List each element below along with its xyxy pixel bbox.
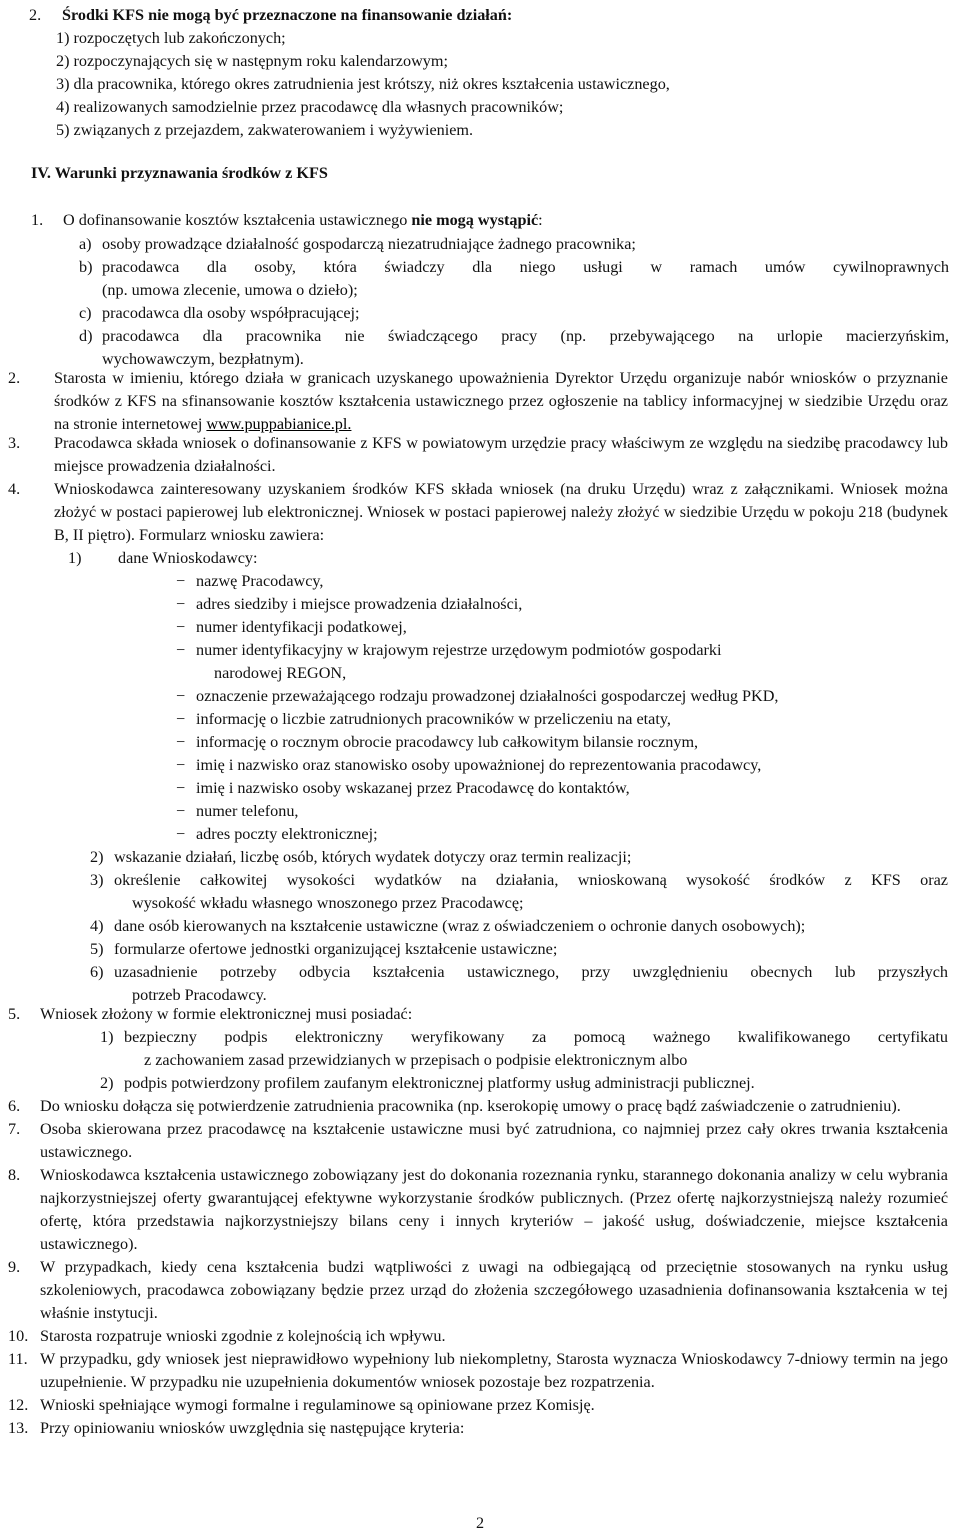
dash-bullet: − <box>176 779 186 797</box>
dash-bullet: − <box>176 756 186 774</box>
point-8 <box>8 1164 948 1256</box>
item-text: osoby prowadzące działalność gospodarczą niezatrudniające żadnego pracownika; <box>102 235 636 253</box>
point-11 <box>8 1348 948 1394</box>
item-text: uzasadnienie potrzeby odbycia kształcenia ustawicznego, przy uwzględnieniu obecnych lub przyszłych <box>114 963 948 981</box>
list-item: 4) realizowanych samodzielnie przez pracodawcę dla własnych pracowników; <box>56 98 564 116</box>
item-text: pracodawca dla osoby współpracującej; <box>102 304 360 322</box>
dash-item <box>176 823 948 846</box>
dash-bullet: − <box>176 641 186 659</box>
item-text: adres siedziby i miejsce prowadzenia działalności, <box>196 595 523 613</box>
point-number: 11. <box>8 1350 28 1368</box>
point-number: 5. <box>8 1005 21 1023</box>
item-text: wskazanie działań, liczbę osób, których wydatek dotyczy oraz termin realizacji; <box>114 848 632 866</box>
item-label: 2) <box>90 848 104 866</box>
application-contents-list <box>8 846 948 1007</box>
list-item: 3) dla pracownika, którego okres zatrudnienia jest krótszy, niż okres kształcenia ustawicznego, <box>56 75 670 93</box>
point-text: Wnioskodawca zainteresowany uzyskaniem środków KFS składa wniosek (na druku Urzędu) wraz z załącznikami. Wniosek można złożyć w postaci papierowej lub elektronicznej. Wniosek w postaci papierowej należy złożyć w siedzibie Urzędu w pokoju 218 (budynek B, II piętro). Formularz wniosku zawiera: <box>54 480 948 544</box>
point-text: Do wniosku dołącza się potwierdzenie zatrudnienia pracownika (np. kserokopię umowy o pracę bądź zaświadczenie o zatrudnieniu). <box>40 1097 901 1115</box>
point-text: : <box>538 211 543 229</box>
item-label: 6) <box>90 963 104 981</box>
list-item <box>79 256 949 279</box>
point-10 <box>8 1325 948 1348</box>
item-text-continued: potrzeb Pracodawcy. <box>132 986 267 1004</box>
point-3 <box>8 432 948 478</box>
point-6 <box>8 1095 948 1118</box>
section-2-list <box>29 27 949 142</box>
points-6-13 <box>8 1095 948 1440</box>
point-number: 3. <box>8 434 21 452</box>
item-text: nazwę Pracodawcy, <box>196 572 324 590</box>
point-text: W przypadkach, kiedy cena kształcenia budzi wątpliwości z uwagi na odbiegającą od przeciętnie stosowanych na rynku usług szkoleniowych, pracodawca zobowiązany będzie przez urząd do złożenia szczegółowego uzasadnienia dofinansowania kształcenia w tej właśnie instytucji. <box>40 1258 948 1322</box>
item-text: dane Wnioskodawcy: <box>118 549 258 567</box>
point-2 <box>8 367 948 436</box>
item-text: dane osób kierowanych na kształcenie ustawiczne (wraz z oświadczeniem o ochronie danych osobowych); <box>114 917 806 935</box>
page-number: 2 <box>475 1514 485 1532</box>
item-label: 5) <box>90 940 104 958</box>
list-item <box>90 846 948 869</box>
list-item <box>100 1072 948 1095</box>
dash-item <box>176 593 948 616</box>
point-4 <box>8 478 948 1007</box>
item-label: d) <box>79 327 93 345</box>
item-text-continued: narodowej REGON, <box>214 664 347 682</box>
dash-item <box>176 570 948 593</box>
point-text: Przy opiniowaniu wniosków uwzględnia się następujące kryteria: <box>40 1419 465 1437</box>
item-label: c) <box>79 304 92 322</box>
point-text: Starosta w imieniu, którego działa w granicach uzyskanego upoważnienia Dyrektor Urzędu organizuje nabór wniosków o przyznanie środków z KFS na sfinansowanie kosztów kształcenia ustawicznego przez ogłoszenie na tablicy informacyjnej w siedzibie Urzędu oraz na stronie internetowej <box>54 369 948 433</box>
applicant-data-list <box>8 570 948 846</box>
item-text-continued: wychowawczym, bezpłatnym). <box>102 350 304 368</box>
point-text: W przypadku, gdy wniosek jest nieprawidłowo wypełniony lub niekompletny, Starosta wyznacza Wnioskodawcy 7-dniowy termin na jego uzupełnienie. W przypadku nie uzupełnienia dokumentów wniosek pozostaje bez rozpatrzenia. <box>40 1350 948 1391</box>
list-item: 1) rozpoczętych lub zakończonych; <box>56 29 286 47</box>
item-label: 3) <box>90 871 104 889</box>
item-text: imię i nazwisko oraz stanowisko osoby upoważnionej do reprezentowania pracodawcy, <box>196 756 762 774</box>
item-text: numer identyfikacyjny w krajowym rejestrze urzędowym podmiotów gospodarki <box>196 641 722 659</box>
dash-item <box>176 731 948 754</box>
point-text: Osoba skierowana przez pracodawcę na kształcenie ustawiczne musi być zatrudniona, co najmniej przez cały okres trwania kształcenia ustawicznego. <box>40 1120 948 1161</box>
item-text: określenie całkowitej wysokości wydatków na działania, wnioskowaną wysokość środków z KFS oraz <box>114 871 948 889</box>
section-2-number: 2. <box>29 6 42 24</box>
dash-bullet: − <box>176 710 186 728</box>
item-text: numer telefonu, <box>196 802 299 820</box>
dash-item <box>176 754 948 777</box>
point-text: Pracodawca składa wniosek o dofinansowanie z KFS w powiatowym urzędzie pracy właściwym ze względu na siedzibę pracodawcy lub miejsce prowadzenia działalności. <box>54 434 948 475</box>
point-number: 13. <box>8 1419 29 1437</box>
item-label: 2) <box>100 1074 114 1092</box>
point-text: Wniosek złożony w formie elektronicznej musi posiadać: <box>40 1005 413 1023</box>
point-13 <box>8 1417 948 1440</box>
point-number: 10. <box>8 1327 29 1345</box>
item-text: oznaczenie przeważającego rodzaju prowadzonej działalności gospodarczej według PKD, <box>196 687 779 705</box>
dash-bullet: − <box>176 733 186 751</box>
point-number: 1. <box>31 211 44 229</box>
point-5 <box>8 1003 948 1095</box>
item-label: 4) <box>90 917 104 935</box>
list-item <box>79 233 949 256</box>
list-item <box>90 869 948 892</box>
dash-item <box>176 777 948 800</box>
list-item <box>90 915 948 938</box>
dash-bullet: − <box>176 802 186 820</box>
point-number: 6. <box>8 1097 21 1115</box>
item-text: numer identyfikacji podatkowej, <box>196 618 407 636</box>
item-text: bezpieczny podpis elektroniczny weryfikowany za pomocą ważnego kwalifikowanego certyfikatu <box>124 1028 948 1046</box>
point-text: Wnioskodawca kształcenia ustawicznego zobowiązany jest do dokonania rozeznania rynku, starannego dokonania analizy w celu wybrania najkorzystniejszej oferty gwarantującej efektywne wykorzystanie środków publicznych. (Przez ofertę najkorzystniejszą należy rozumieć ofertę, która przedstawia najkorzystniejszy bilans ceny i innych kryteriów – jakość usług, doświadczenie, miejsce kształcenia ustawicznego). <box>40 1166 948 1253</box>
list-item: 2) rozpoczynających się w następnym roku kalendarzowym; <box>56 52 448 70</box>
item-text-continued: (np. umowa zlecenie, umowa o dzieło); <box>102 281 358 299</box>
item-text: informację o rocznym obrocie pracodawcy lub całkowitym bilansie rocznym, <box>196 733 699 751</box>
list-item <box>79 325 949 348</box>
item-text: informację o liczbie zatrudnionych pracowników w przeliczeniu na etaty, <box>196 710 671 728</box>
list-item <box>100 1026 948 1049</box>
dash-item <box>176 639 948 662</box>
point-7 <box>8 1118 948 1164</box>
point-number: 7. <box>8 1120 21 1138</box>
section-2 <box>29 4 949 142</box>
dash-bullet: − <box>176 572 186 590</box>
point-number: 4. <box>8 480 21 498</box>
item-text: podpis potwierdzony profilem zaufanym elektronicznej platformy usług administracji publicznej. <box>124 1074 755 1092</box>
item-text: formularze ofertowe jednostki organizującej kształcenie ustawiczne; <box>114 940 558 958</box>
item-text-continued: wysokość wkładu własnego wnoszonego przez Pracodawcę; <box>132 894 524 912</box>
dash-bullet: − <box>176 618 186 636</box>
dash-item <box>176 800 948 823</box>
point-1 <box>31 209 949 371</box>
list-item <box>8 547 948 570</box>
section-2-heading: Środki KFS nie mogą być przeznaczone na finansowanie działań: <box>62 6 513 24</box>
dash-item <box>176 616 948 639</box>
item-label: a) <box>79 235 92 253</box>
point-number: 12. <box>8 1396 29 1414</box>
point-12 <box>8 1394 948 1417</box>
point-text: Starosta rozpatruje wnioski zgodnie z kolejnością ich wpływu. <box>40 1327 446 1345</box>
section-title: IV. Warunki przyznawania środków z KFS <box>31 164 328 182</box>
point-number: 9. <box>8 1258 21 1276</box>
dash-item <box>176 685 948 708</box>
dash-bullet: − <box>176 825 186 843</box>
point-text: O dofinansowanie kosztów kształcenia ustawicznego <box>63 211 412 229</box>
item-text: adres poczty elektronicznej; <box>196 825 378 843</box>
point-text-bold: nie mogą wystąpić <box>411 211 539 229</box>
list-item <box>90 938 948 961</box>
point-text: Wnioski spełniające wymogi formalne i regulaminowe są opiniowane przez Komisję. <box>40 1396 595 1414</box>
point-number: 8. <box>8 1166 21 1184</box>
item-text: imię i nazwisko osoby wskazanej przez Pracodawcę do kontaktów, <box>196 779 630 797</box>
list-item <box>90 961 948 984</box>
dash-bullet: − <box>176 595 186 613</box>
item-label: 1) <box>100 1028 114 1046</box>
item-text: pracodawca dla pracownika nie świadczącego pracy (np. przebywającego na urlopie macierzyńskim, <box>102 327 949 345</box>
point-number: 2. <box>8 369 21 387</box>
dash-item <box>176 708 948 731</box>
point-9 <box>8 1256 948 1325</box>
list-item <box>79 302 949 325</box>
website-link[interactable]: www.puppabianice.pl. <box>206 415 352 433</box>
item-text: pracodawca dla osoby, która świadczy dla niego usługi w ramach umów cywilnoprawnych <box>102 258 949 276</box>
item-label: 1) <box>68 549 82 567</box>
item-label: b) <box>79 258 93 276</box>
item-text-continued: z zachowaniem zasad przewidzianych w przepisach o podpisie elektronicznym albo <box>144 1051 688 1069</box>
dash-bullet: − <box>176 687 186 705</box>
list-item: 5) związanych z przejazdem, zakwaterowaniem i wyżywieniem. <box>56 121 474 139</box>
